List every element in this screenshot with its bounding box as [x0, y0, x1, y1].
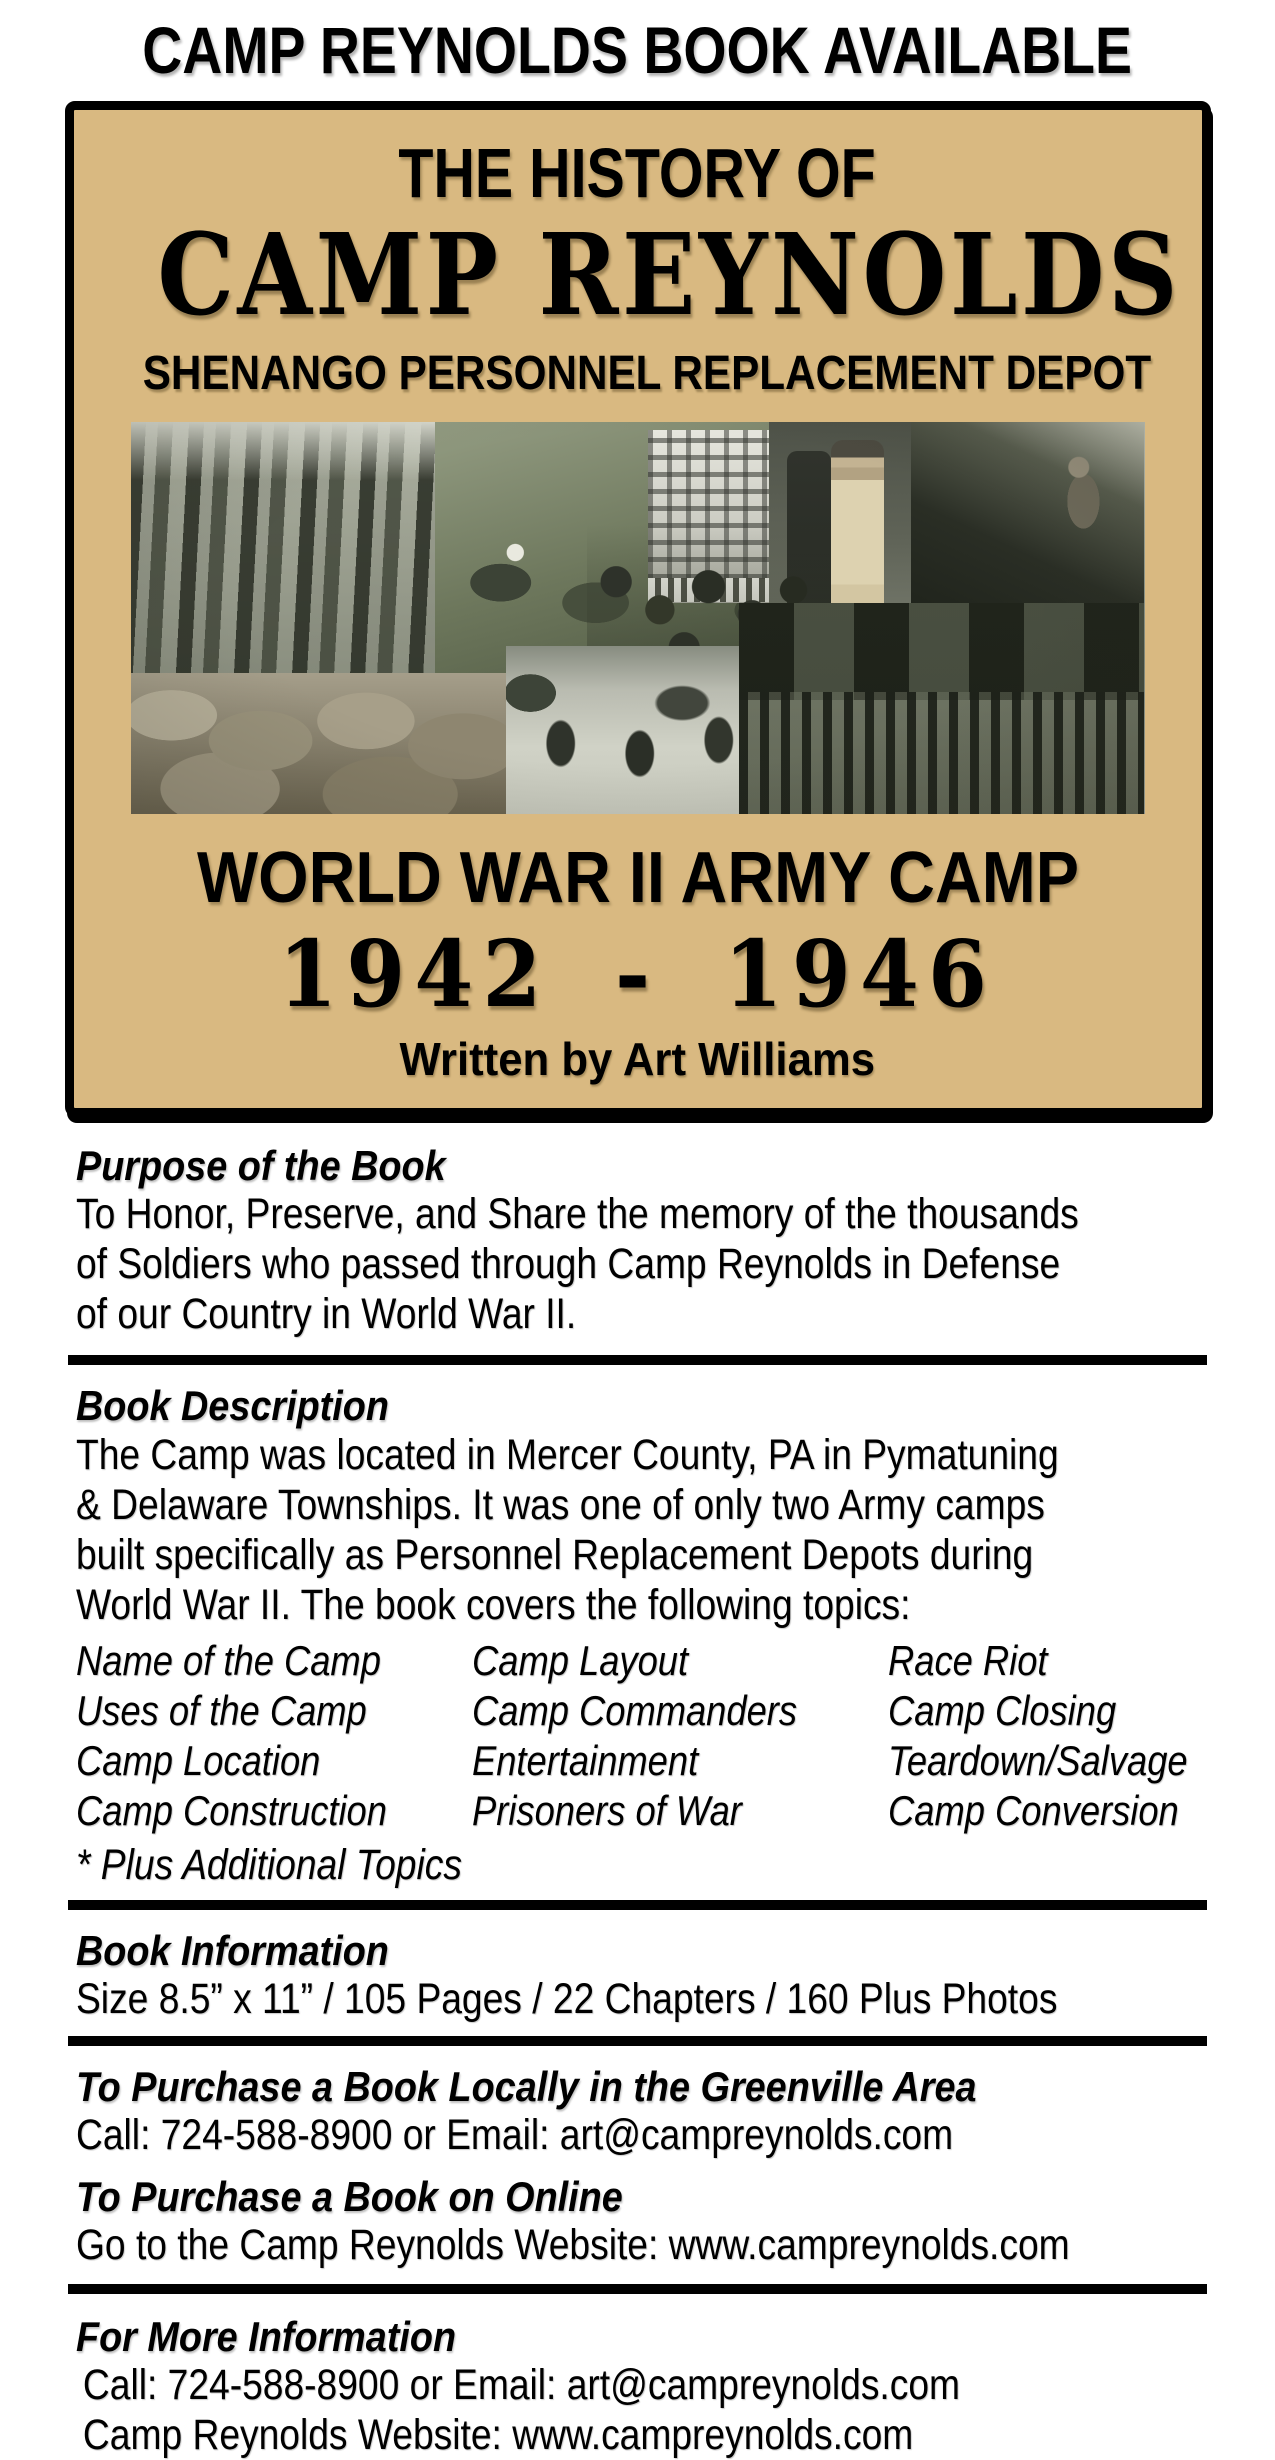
purchase-online-website: Go to the Camp Reynolds Website: www.campreynolds.com	[76, 2221, 1070, 2270]
description-text-line-4: World War II. The book covers the following topics:	[76, 1580, 911, 1629]
collage-officer-couple	[769, 422, 916, 712]
section-purpose	[76, 1143, 1235, 1339]
topic-item: Camp Location	[76, 1736, 321, 1784]
topic-item: Uses of the Camp	[76, 1686, 367, 1734]
poster-title: CAMP REYNOLDS	[156, 210, 1181, 342]
topic-item: Name of the Camp	[76, 1636, 381, 1684]
info-size-line: Size 8.5” x 11” / 105 Pages / 22 Chapters / 160 Plus Photos	[76, 1974, 1058, 2023]
collage-rope-climber	[911, 422, 1144, 704]
topic-item: Camp Closing	[888, 1686, 1117, 1734]
poster-box	[65, 101, 1211, 1117]
photo-collage	[131, 422, 1145, 814]
topic-item: Teardown/Salvage	[888, 1736, 1188, 1784]
divider-rule-4	[68, 2284, 1207, 2294]
poster-ww2-row	[74, 838, 1202, 919]
topics-note: * Plus Additional Topics	[76, 1840, 462, 1889]
topic-item: Camp Layout	[472, 1636, 689, 1684]
purpose-text-line-3: of our Country in World War II.	[76, 1290, 577, 1339]
poster-years: 1942 - 1946	[278, 920, 997, 1029]
topic-item: Prisoners of War	[472, 1786, 742, 1834]
topic-item: Camp Construction	[76, 1786, 387, 1834]
collage-marching-soldiers	[131, 422, 501, 712]
section-purchase-online	[76, 2174, 1235, 2270]
poster-subtitle-row	[74, 347, 1202, 401]
topic-item: Entertainment	[472, 1736, 699, 1784]
poster-author-row	[74, 1033, 1202, 1086]
banner	[0, 0, 1275, 85]
description-text-line-3: built specifically as Personnel Replacement Depots during	[76, 1530, 1034, 1579]
collage-motorcycle-parade	[506, 646, 810, 815]
collage-barracks-building	[648, 430, 902, 602]
poster-author: Written by Art Williams	[399, 1033, 876, 1086]
section-purchase-local	[76, 2064, 1235, 2160]
topic-item: Camp Conversion	[888, 1786, 1179, 1834]
info-heading: Book Information	[76, 1926, 389, 1974]
section-more-information	[76, 2314, 1235, 2460]
poster-history-of: THE HISTORY OF	[398, 134, 877, 213]
poster-title-row	[74, 210, 1202, 342]
section-description	[76, 1383, 1235, 1889]
more-info-contact: Call: 724-588-8900 or Email: art@campreynolds.com	[82, 2361, 961, 2410]
divider-rule-1	[68, 1355, 1207, 1365]
collage-helmeted-troops	[587, 524, 830, 689]
collage-rifle-formation	[739, 603, 1145, 815]
topic-item: Camp Commanders	[472, 1686, 798, 1734]
description-heading: Book Description	[76, 1382, 389, 1430]
purchase-local-heading: To Purchase a Book Locally in the Greenville Area	[76, 2062, 977, 2110]
poster-years-row	[74, 920, 1202, 1029]
collage-seated-soldiers	[435, 422, 800, 673]
purpose-text-line-1: To Honor, Preserve, and Share the memory of the thousands	[76, 1190, 1079, 1239]
divider-rule-2	[68, 1900, 1207, 1910]
poster-history-of-row	[74, 134, 1202, 213]
poster-subtitle: SHENANGO PERSONNEL REPLACEMENT DEPOT	[142, 347, 1151, 401]
banner-title: CAMP REYNOLDS BOOK AVAILABLE	[142, 13, 1133, 87]
purpose-heading: Purpose of the Book	[76, 1142, 446, 1190]
collage-duffel-pile	[131, 673, 537, 814]
poster-ww2-line: WORLD WAR II ARMY CAMP	[196, 838, 1079, 919]
divider-rule-3	[68, 2036, 1207, 2046]
topic-item: Race Riot	[888, 1636, 1048, 1684]
more-info-website: Camp Reynolds Website: www.campreynolds.com	[82, 2411, 914, 2460]
purpose-text-line-2: of Soldiers who passed through Camp Reynolds in Defense	[76, 1240, 1061, 1289]
topics-grid	[76, 1636, 1235, 1836]
section-book-information	[76, 1928, 1235, 2024]
description-text-line-1: The Camp was located in Mercer County, PA in Pymatuning	[76, 1430, 1059, 1479]
purchase-local-contact: Call: 724-588-8900 or Email: art@campreynolds.com	[76, 2111, 954, 2160]
purchase-online-heading: To Purchase a Book on Online	[76, 2173, 623, 2221]
more-info-heading: For More Information	[76, 2313, 457, 2361]
description-text-line-2: & Delaware Townships. It was one of only two Army camps	[76, 1480, 1045, 1529]
